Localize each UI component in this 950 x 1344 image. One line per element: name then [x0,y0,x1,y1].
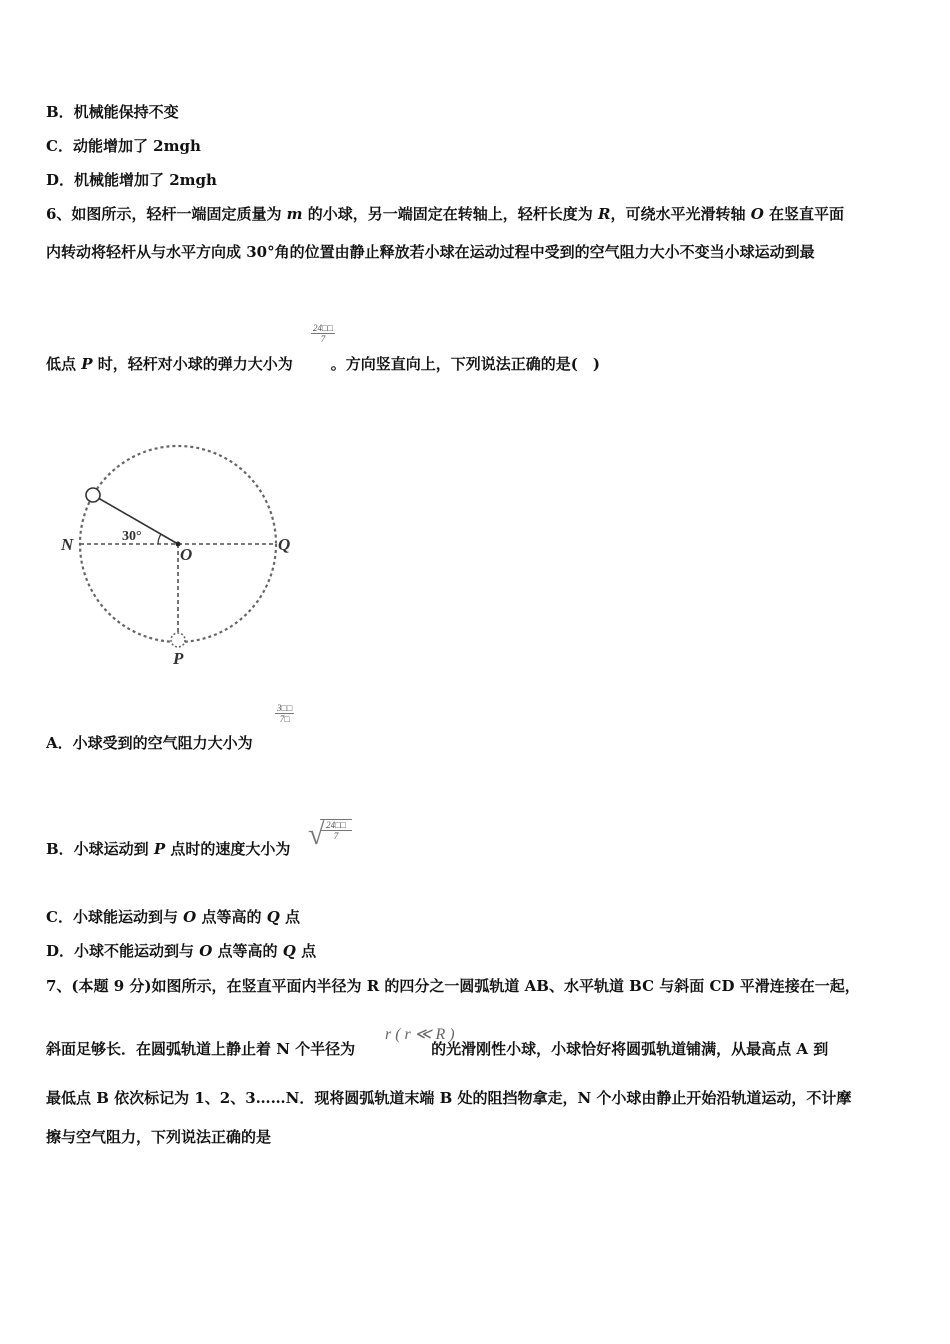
ball-start [86,488,100,502]
ball-lowest [171,633,185,647]
q6-option-c: C．小球能运动到与 O 点等高的 Q 点 [46,908,301,926]
q6-option-a: A．小球受到的空气阻力大小为 [46,734,253,752]
q6-stem-line-1: 6、如图所示，轻杆一端固定质量为 m 的小球，另一端固定在转轴上，轻杆长度为 R，可绕水平光滑转轴 O 在竖直平面 [46,205,845,223]
q7-stem-line-3: 最低点 B 依次标记为 1、2、3……N．现将圆弧轨道末端 B 处的阻挡物拿走，N 个小球由静止开始沿轨道运动，不计摩 [46,1089,852,1107]
q7-stem-line-1: 7、(本题 9 分)如图所示，在竖直平面内半径为 R 的四分之一圆弧轨道 AB、水平轨道 BC 与斜面 CD 平滑连接在一起， [46,977,860,995]
label-n: N [61,535,74,554]
q5-option-d: D．机械能增加了 2mgh [46,171,217,189]
label-q: Q [278,535,291,554]
q6-option-d: D．小球不能运动到与 O 点等高的 Q 点 [46,942,317,960]
q7-stem-line-2: 斜面足够长．在圆弧轨道上静止着 N 个半径为 的光滑刚性小球，小球恰好将圆弧轨道铺满，从最高点 A 到 [46,1040,829,1058]
label-p: P [173,649,184,668]
label-o: O [180,545,193,564]
q5-option-b: B．机械能保持不变 [46,103,179,121]
circular-motion-figure [55,440,315,670]
q6-stem-line-2: 内转动将轻杆从与水平方向成 30°角的位置由静止释放若小球在运动过程中受到的空气阻力大小不变当小球运动到最 [46,243,815,261]
ball-radius-expression: r ( r ≪ R ) [385,1026,455,1043]
q6-option-b: B．小球运动到 P 点时的速度大小为 [46,840,291,858]
q5-option-c: C．动能增加了 2mgh [46,137,201,155]
rod-force-fraction: $\frac{24□□}{7}$ [313,323,333,344]
angle-label: 30° [122,529,142,544]
q7-stem-line-4: 擦与空气阻力，下列说法正确的是 [46,1128,272,1146]
angle-arc [158,534,161,544]
q6-stem-line-3: 低点 P 时，轻杆对小球的弹力大小为 。方向竖直向上，下列说法正确的是( ) [46,355,600,373]
drag-force-fraction: $\frac{3□□}{7□}$ [277,703,293,724]
